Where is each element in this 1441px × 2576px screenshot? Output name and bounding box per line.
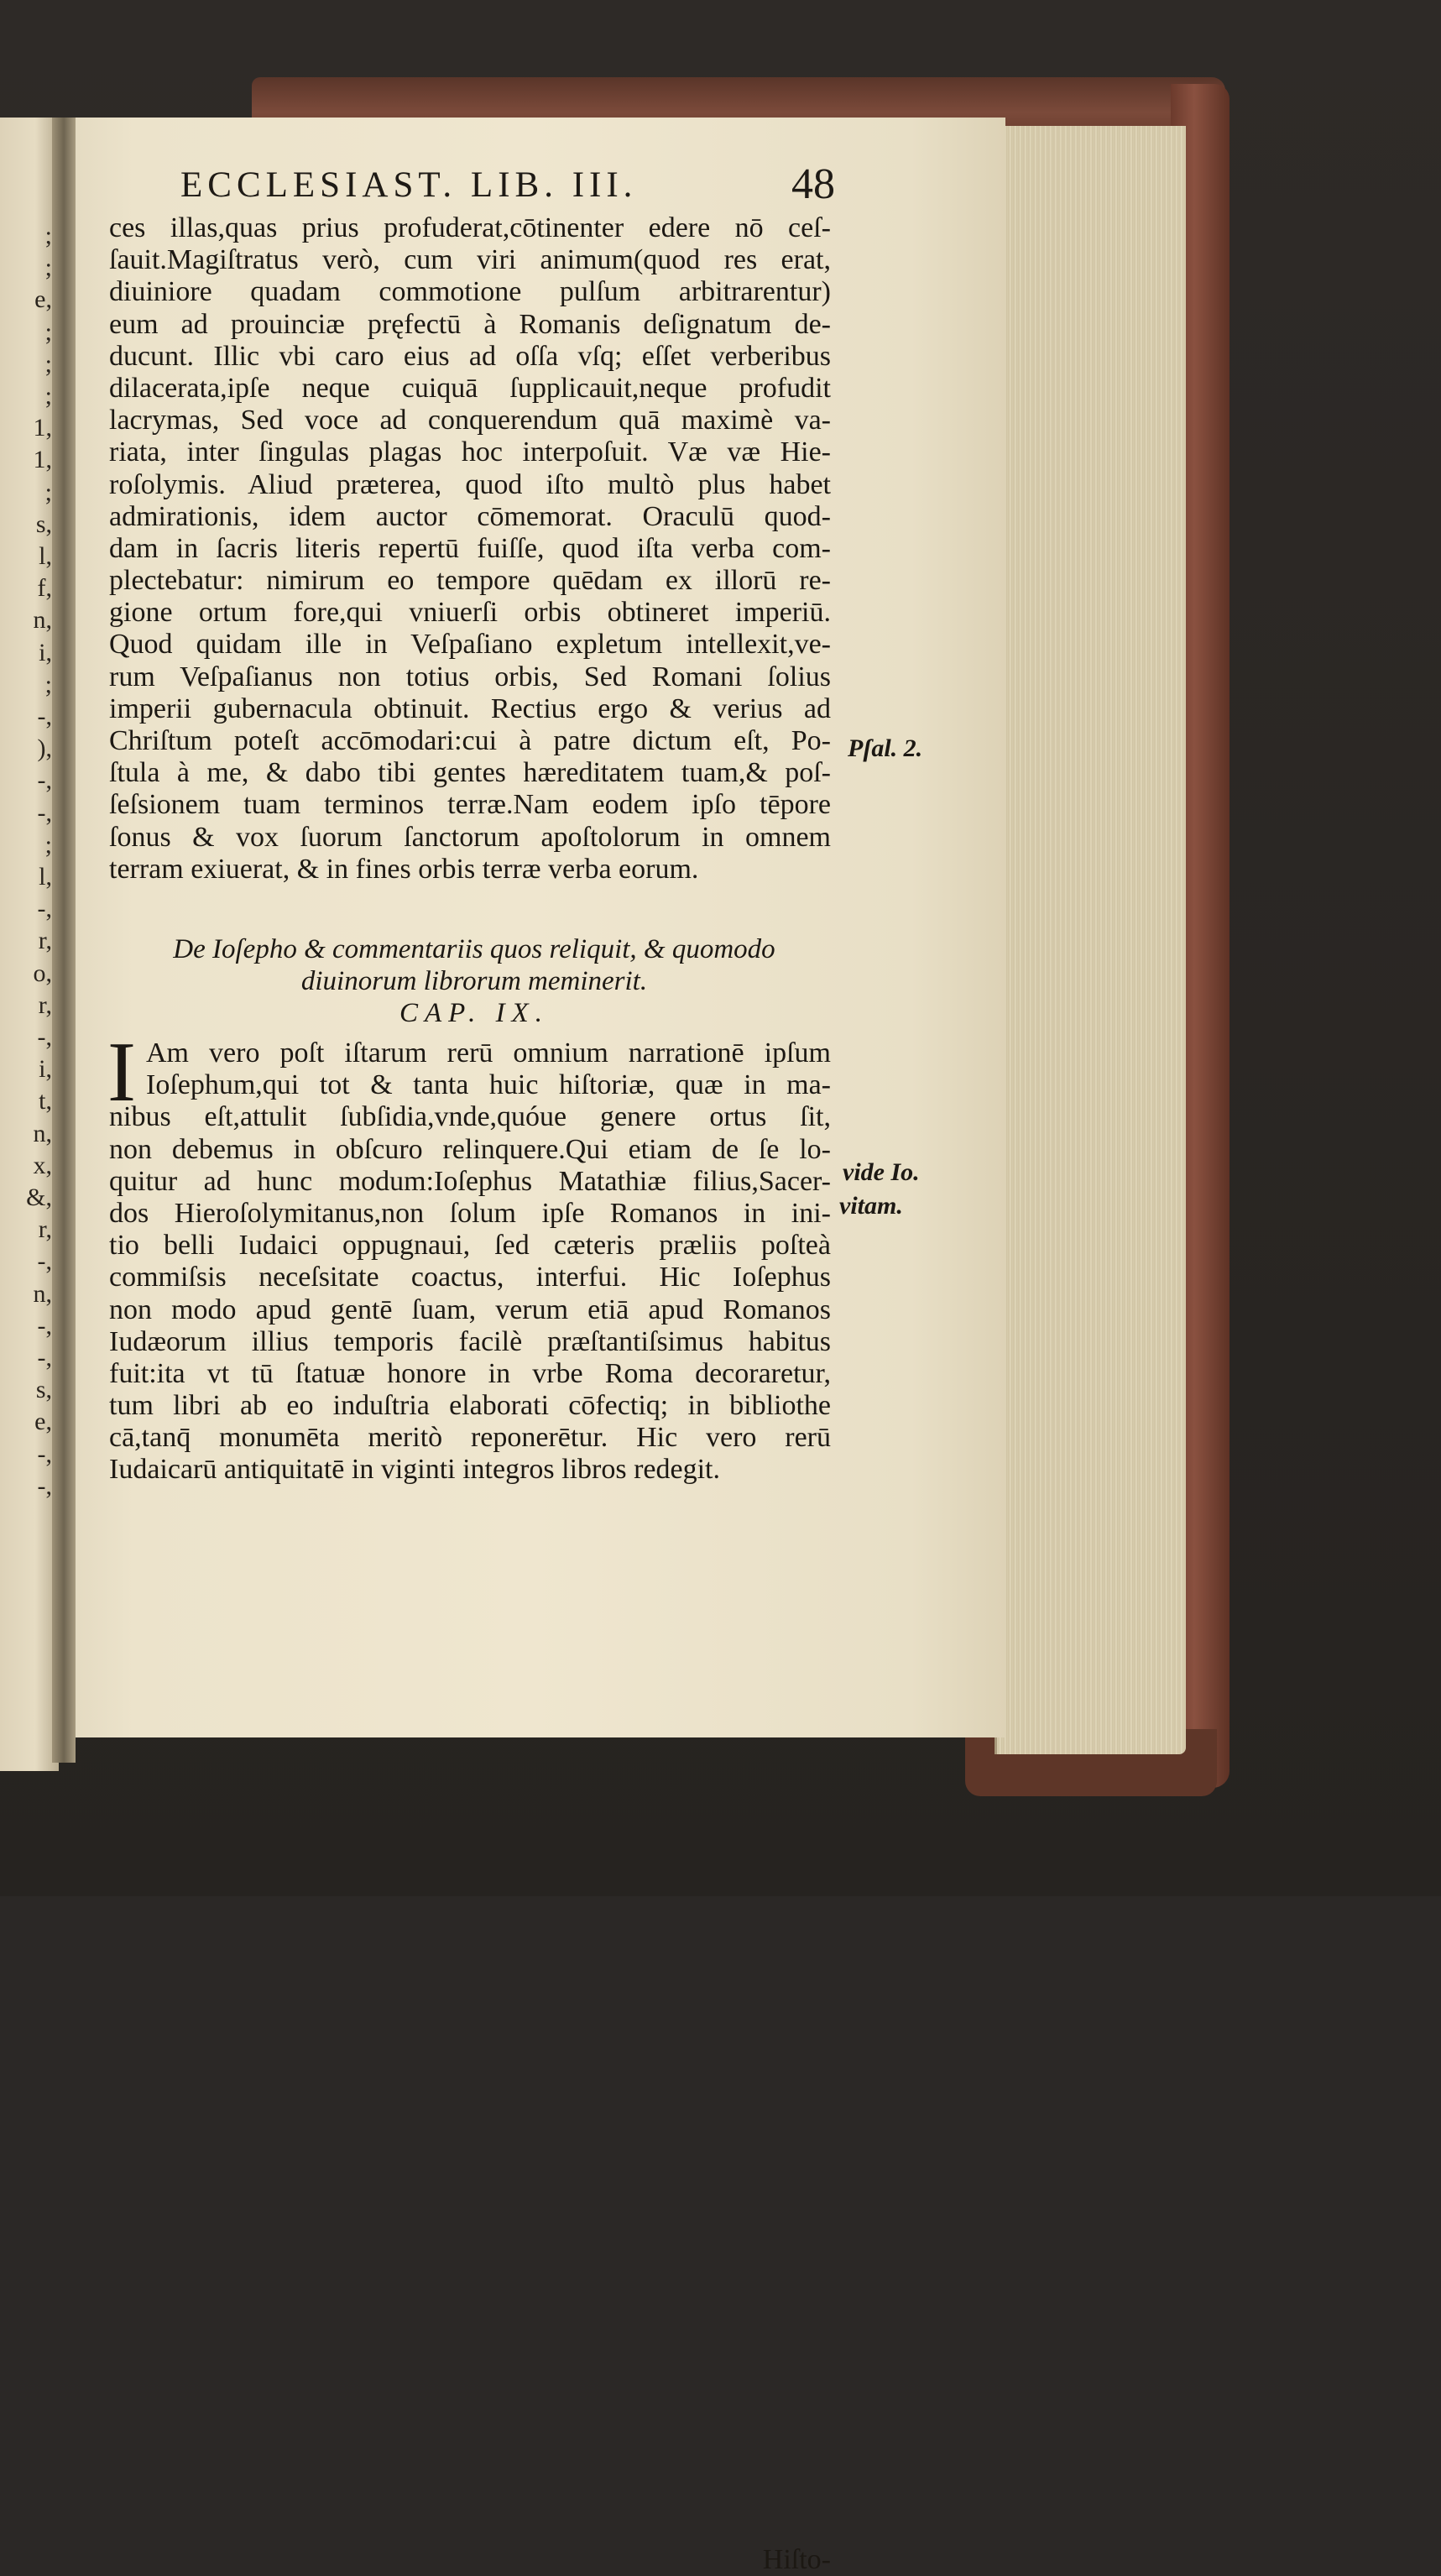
left-page-fragment: -, <box>37 1344 52 1372</box>
margin-note-vitam: vitam. <box>839 1192 903 1220</box>
text-line: ſeſsionem tuam terminos terræ.Nam eodem ipſo tēpore <box>109 789 831 821</box>
text-line: ces illas,quas prius profuderat,cōtinenter edere nō ceſ- <box>109 212 831 243</box>
text-line: dam in ſacris literis repertū fuiſſe, quod iſta verba com- <box>109 532 831 564</box>
left-page-fragment: t, <box>39 1087 52 1116</box>
left-page-fragment: i, <box>39 638 52 666</box>
left-page-fragment: ; <box>44 382 52 410</box>
text-line: roſolymis. Aliud præterea, quod iſto multò plus habet <box>109 468 831 500</box>
drop-initial: I <box>107 1025 136 1120</box>
left-page-fragment: x, <box>33 1151 52 1179</box>
text-line: tio belli Iudaici oppugnaui, ſed cæteris præliis poſteà <box>109 1230 831 1262</box>
left-page-fragment: ; <box>44 317 52 346</box>
folio-number: 48 <box>791 160 835 208</box>
text-line: plectebatur: nimirum eo tempore quēdam ex illorū re- <box>109 565 831 597</box>
left-page-fragment: ; <box>44 478 52 506</box>
left-page-fragment: ; <box>44 253 52 282</box>
text-line: riata, inter ſingulas plagas hoc interpoſuit. Væ væ Hie- <box>109 436 831 468</box>
left-page-fragment: o, <box>33 959 52 987</box>
catchword: Hiſto- <box>762 2544 831 2575</box>
text-line: diuiniore quadam commotione pulſum arbitrarentur) <box>109 276 831 308</box>
left-page-fragment: 1, <box>33 414 52 442</box>
left-page-fragment: s, <box>35 509 52 538</box>
chapter-heading-line-2: diuinorum librorum meminerit. <box>300 966 648 996</box>
left-page-fragment: s, <box>35 1376 52 1404</box>
text-line: Iudaicarū antiquitatē in viginti integros libros redegit. <box>109 1454 720 1486</box>
text-line: Ioſephum,qui tot & tanta huic hiſtoriæ, quæ in ma- <box>146 1069 831 1101</box>
text-line: rum Veſpaſianus non totius orbis, Sed Romani ſolius <box>109 661 831 692</box>
left-page-fragment: n, <box>33 606 52 635</box>
left-page-fragment: n, <box>33 1279 52 1308</box>
text-line: Quod quidam ille in Veſpaſiano expletum intellexit,ve- <box>109 629 831 661</box>
chapter-heading <box>126 933 822 1029</box>
left-page-fragment: ; <box>44 349 52 378</box>
left-page-fragment: r, <box>38 927 52 955</box>
text-line: ſauit.Magiſtratus verò, cum viri animum(quod res erat, <box>109 244 831 276</box>
left-page-fragment: -, <box>37 703 52 730</box>
text-line: lacrymas, Sed voce ad conquerendum quā maximè va- <box>109 405 831 436</box>
left-page-fragment: ), <box>37 734 52 763</box>
text-line: admirationis, idem auctor cōmemorat. Oraculū quod- <box>109 500 831 532</box>
running-head-title: ECCLESIAST. LIB. III. <box>180 165 638 205</box>
left-page-fragment: -, <box>37 1023 52 1051</box>
left-page-fragment: &, <box>26 1183 52 1211</box>
left-page-fragment: l, <box>39 542 52 570</box>
left-page-fragment: e, <box>34 1408 52 1436</box>
text-line: ſonus & vox ſuorum ſanctorum apoſtolorum in omnem <box>109 821 831 853</box>
left-page-fragment: r, <box>38 1215 52 1244</box>
text-line: imperii gubernacula obtinuit. Rectius ergo & verius ad <box>109 692 831 724</box>
margin-note-psalm: Pſal. 2. <box>848 734 923 762</box>
left-page-fragment: -, <box>37 766 52 795</box>
text-line: non modo apud gentē ſuam, verum etiā apud Romanos <box>109 1293 831 1325</box>
left-page-fragment: -, <box>37 1247 52 1276</box>
left-page-fragment: -, <box>37 1311 52 1340</box>
left-page-fragment: -, <box>37 798 52 827</box>
text-line: commiſsis neceſsitate coactus, interfui. Hic Ioſephus <box>109 1262 831 1293</box>
chapter-number: CAP. IX. <box>399 998 549 1028</box>
text-line: dos Hieroſolymitanus,non ſolum ipſe Romanos in ini- <box>109 1197 831 1229</box>
margin-note-vide: vide Io. <box>843 1158 920 1186</box>
text-line: tum libri ab eo induſtria elaborati cōfectiq; in bibliothe <box>109 1390 831 1422</box>
text-line: cā,tanq̄ monumēta meritò reponerētur. Hic vero rerū <box>109 1422 831 1454</box>
left-page-fragment: 1, <box>33 446 52 474</box>
left-page-fragment: ; <box>44 670 52 698</box>
text-line: gione ortum fore,qui vniuerſi orbis obtineret imperiū. <box>109 597 831 629</box>
running-header <box>180 160 835 215</box>
body-text-block <box>109 212 831 886</box>
text-line: nibus eſt,attulit ſubſidia,vnde,quóue genere ortus ſit, <box>109 1101 831 1133</box>
text-line: Am vero poſt iſtarum rerū omnium narrationē ipſum <box>146 1037 831 1069</box>
left-page-fragment: l, <box>39 863 52 891</box>
chapter-heading-line-1: De Ioſepho & commentariis quos reliquit, & quomodo <box>173 934 775 964</box>
text-line: Chriſtum poteſt accōmodari:cui à patre dictum eſt, Po- <box>109 725 831 756</box>
left-page-fragment: r, <box>38 990 52 1019</box>
text-line: ducunt. Illic vbi caro eius ad oſſa vſq; eſſet verberibus <box>109 340 831 372</box>
left-page-fragment: i, <box>39 1055 52 1084</box>
left-page-fragment: e, <box>34 285 52 314</box>
text-line: quitur ad hunc modum:Ioſephus Matathiæ filius,Sacer- <box>109 1165 831 1197</box>
left-page-fragment: -, <box>37 1440 52 1468</box>
chapter-text-block <box>107 1025 831 1487</box>
left-page-fragment: ; <box>44 830 52 859</box>
text-line: dilacerata,ipſe neque cuiquā ſupplicauit,neque profudit <box>109 372 831 404</box>
left-page-fragment: n, <box>33 1119 52 1147</box>
text-line: Iudæorum illius temporis facilè præſtantiſsimus habitus <box>109 1325 831 1357</box>
fore-edge <box>995 126 1186 1754</box>
gutter <box>52 118 76 1763</box>
left-page-fragment: f, <box>37 574 52 603</box>
text-line: eum ad prouinciæ pręfectū à Romanis deſignatum de- <box>109 308 831 340</box>
text-line: terram exiuerat, & in fines orbis terræ verba eorum. <box>109 853 699 885</box>
left-page-fragment: -, <box>37 1471 52 1500</box>
left-page-fragment: -, <box>37 895 52 923</box>
left-page-fragment: ; <box>44 222 52 249</box>
text-line: non debemus in obſcuro relinquere.Qui etiam de ſe lo- <box>109 1133 831 1165</box>
text-line: ſtula à me, & dabo tibi gentes hæreditatem tuam,& poſ- <box>109 757 831 789</box>
text-line: fuit:ita vt tū ſtatuæ honore in vrbe Roma decoraretur, <box>109 1357 831 1389</box>
